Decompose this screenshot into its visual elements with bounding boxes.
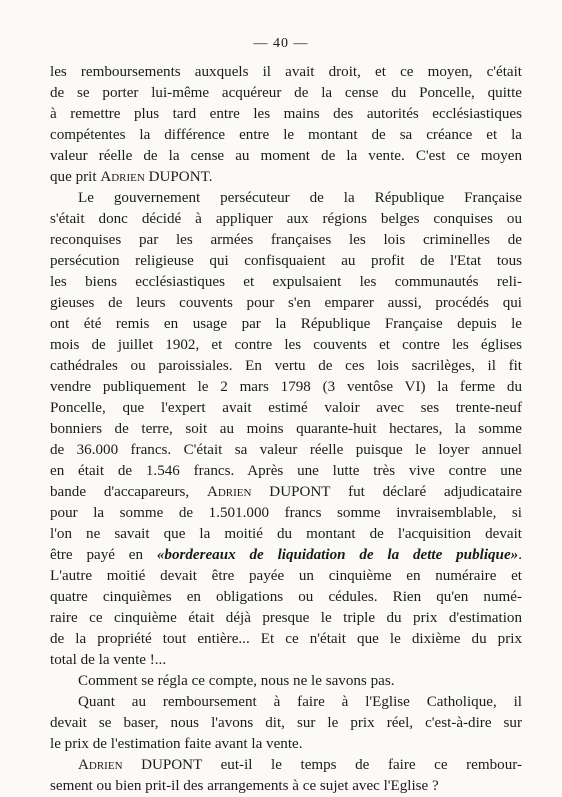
- text-line: [50, 776, 522, 797]
- text-line: [50, 734, 522, 755]
- text-line: [50, 755, 522, 776]
- text-line: [50, 251, 522, 272]
- line-text: mois de juillet 1902, et contre les couvents et contre les églises: [50, 337, 522, 353]
- line-text: Comment se régla ce compte, nous ne le savons pas.: [78, 673, 395, 689]
- line-text: être payé en: [50, 547, 157, 563]
- text-line: [50, 83, 522, 104]
- line-text: .: [518, 547, 522, 563]
- text-line: [50, 314, 522, 335]
- page-number: — 40 —: [253, 36, 309, 51]
- line-text: en était de 1.546 francs. Après une lutte très vive contre une: [50, 463, 522, 479]
- text-line: [50, 125, 522, 146]
- line-text: reconquises par les armées françaises les lois criminelles de: [50, 232, 522, 248]
- text-line: [50, 482, 522, 503]
- text-line: [50, 629, 522, 650]
- emphasis-text: «bordereaux de liquidation de la dette publique»: [156, 547, 519, 563]
- body-text: [50, 62, 522, 797]
- text-line: [50, 188, 522, 209]
- line-text: les biens ecclésiastiques et expulsaient les communautés reli-: [50, 274, 522, 290]
- line-text: compétentes la différence entre le montant de sa créance et la: [50, 127, 522, 143]
- line-text: l'on ne savait que la moitié du montant de l'acquisition devait: [50, 526, 522, 542]
- text-line: [50, 650, 522, 671]
- line-text: devait se baser, nous l'avons dit, sur le prix réel, c'est-à-dire sur: [50, 715, 522, 731]
- line-text: à remettre plus tard entre les mains des autorités ecclésiastiques: [50, 106, 522, 122]
- text-line: [50, 461, 522, 482]
- text-line: [50, 440, 522, 461]
- line-text: total de la vente !...: [50, 652, 167, 668]
- text-line: [50, 167, 522, 188]
- text-line: [50, 524, 522, 545]
- line-text: bonniers de terre, soit au moins quarante-huit hectares, la somme: [50, 421, 522, 437]
- line-text: vendre publiquement le 2 mars 1798 (3 ventôse VI) la ferme du: [50, 379, 522, 395]
- text-line: [50, 209, 522, 230]
- line-text: sement ou bien prit-il des arrangements à ce sujet avec l'Eglise ?: [50, 778, 439, 794]
- line-text: Quant au remboursement à faire à l'Eglise Catholique, il: [78, 694, 522, 710]
- line-text: Le gouvernement persécuteur de la République Française: [78, 190, 522, 206]
- line-text: persécution religieuse qui confisquaient au profit de l'Etat tous: [50, 253, 522, 269]
- text-line: [50, 503, 522, 524]
- text-line: [50, 62, 522, 83]
- text-line: [50, 692, 522, 713]
- text-line: [50, 335, 522, 356]
- text-line: [50, 356, 522, 377]
- text-line: [50, 671, 522, 692]
- line-text: DUPONT.: [144, 169, 213, 185]
- small-caps-name: Adrien: [78, 757, 123, 773]
- text-line: [50, 230, 522, 251]
- line-text: quatre cinquièmes en obligations ou cédules. Rien qu'en numé-: [50, 589, 522, 605]
- line-text: DUPONT fut déclaré adjudicataire: [251, 484, 522, 500]
- line-text: pour la somme de 1.501.000 francs somme invraisemblable, si: [50, 505, 522, 521]
- line-text: le prix de l'estimation faite avant la vente.: [50, 736, 303, 752]
- text-line: [50, 398, 522, 419]
- text-line: [50, 293, 522, 314]
- line-text: de la propriété tout entière... Et ce n'était que le dixième du prix: [50, 631, 522, 647]
- text-line: [50, 419, 522, 440]
- line-text: DUPONT eut-il le temps de faire ce rembour-: [122, 757, 522, 773]
- text-line: [50, 713, 522, 734]
- text-line: [50, 587, 522, 608]
- line-text: ont été remis en usage par la République Française depuis le: [50, 316, 522, 332]
- line-text: cathédrales ou paroissiales. En vertu de ces lois sacrilèges, il fit: [50, 358, 522, 374]
- text-line: [50, 377, 522, 398]
- text-line: [50, 566, 522, 587]
- text-line: [50, 272, 522, 293]
- text-line: [50, 104, 522, 125]
- line-text: s'était donc décidé à appliquer aux régions belges conquises ou: [50, 211, 522, 227]
- line-text: de 36.000 francs. C'était sa valeur réelle puisque le loyer annuel: [50, 442, 522, 458]
- text-line: [50, 545, 522, 566]
- line-text: que prit: [50, 169, 101, 185]
- small-caps-name: Adrien: [100, 169, 145, 185]
- small-caps-name: Adrien: [206, 484, 252, 500]
- text-line: [50, 608, 522, 629]
- line-text: valeur réelle de la cense au moment de la vente. C'est ce moyen: [50, 148, 522, 164]
- text-line: [50, 146, 522, 167]
- line-text: raire ce cinquième était déjà presque le triple du prix d'estimation: [50, 610, 522, 626]
- line-text: les remboursements auxquels il avait droit, et ce moyen, c'était: [50, 64, 522, 80]
- line-text: Poncelle, que l'expert avait estimé valoir avec ses trente-neuf: [50, 400, 522, 416]
- line-text: gieuses de leurs couvents pour s'en emparer aussi, procédés qui: [50, 295, 522, 311]
- line-text: bande d'accapareurs,: [50, 484, 207, 500]
- line-text: L'autre moitié devait être payée un cinquième en numéraire et: [50, 568, 522, 584]
- line-text: de se porter lui-même acquéreur de la cense du Poncelle, quitte: [50, 85, 522, 101]
